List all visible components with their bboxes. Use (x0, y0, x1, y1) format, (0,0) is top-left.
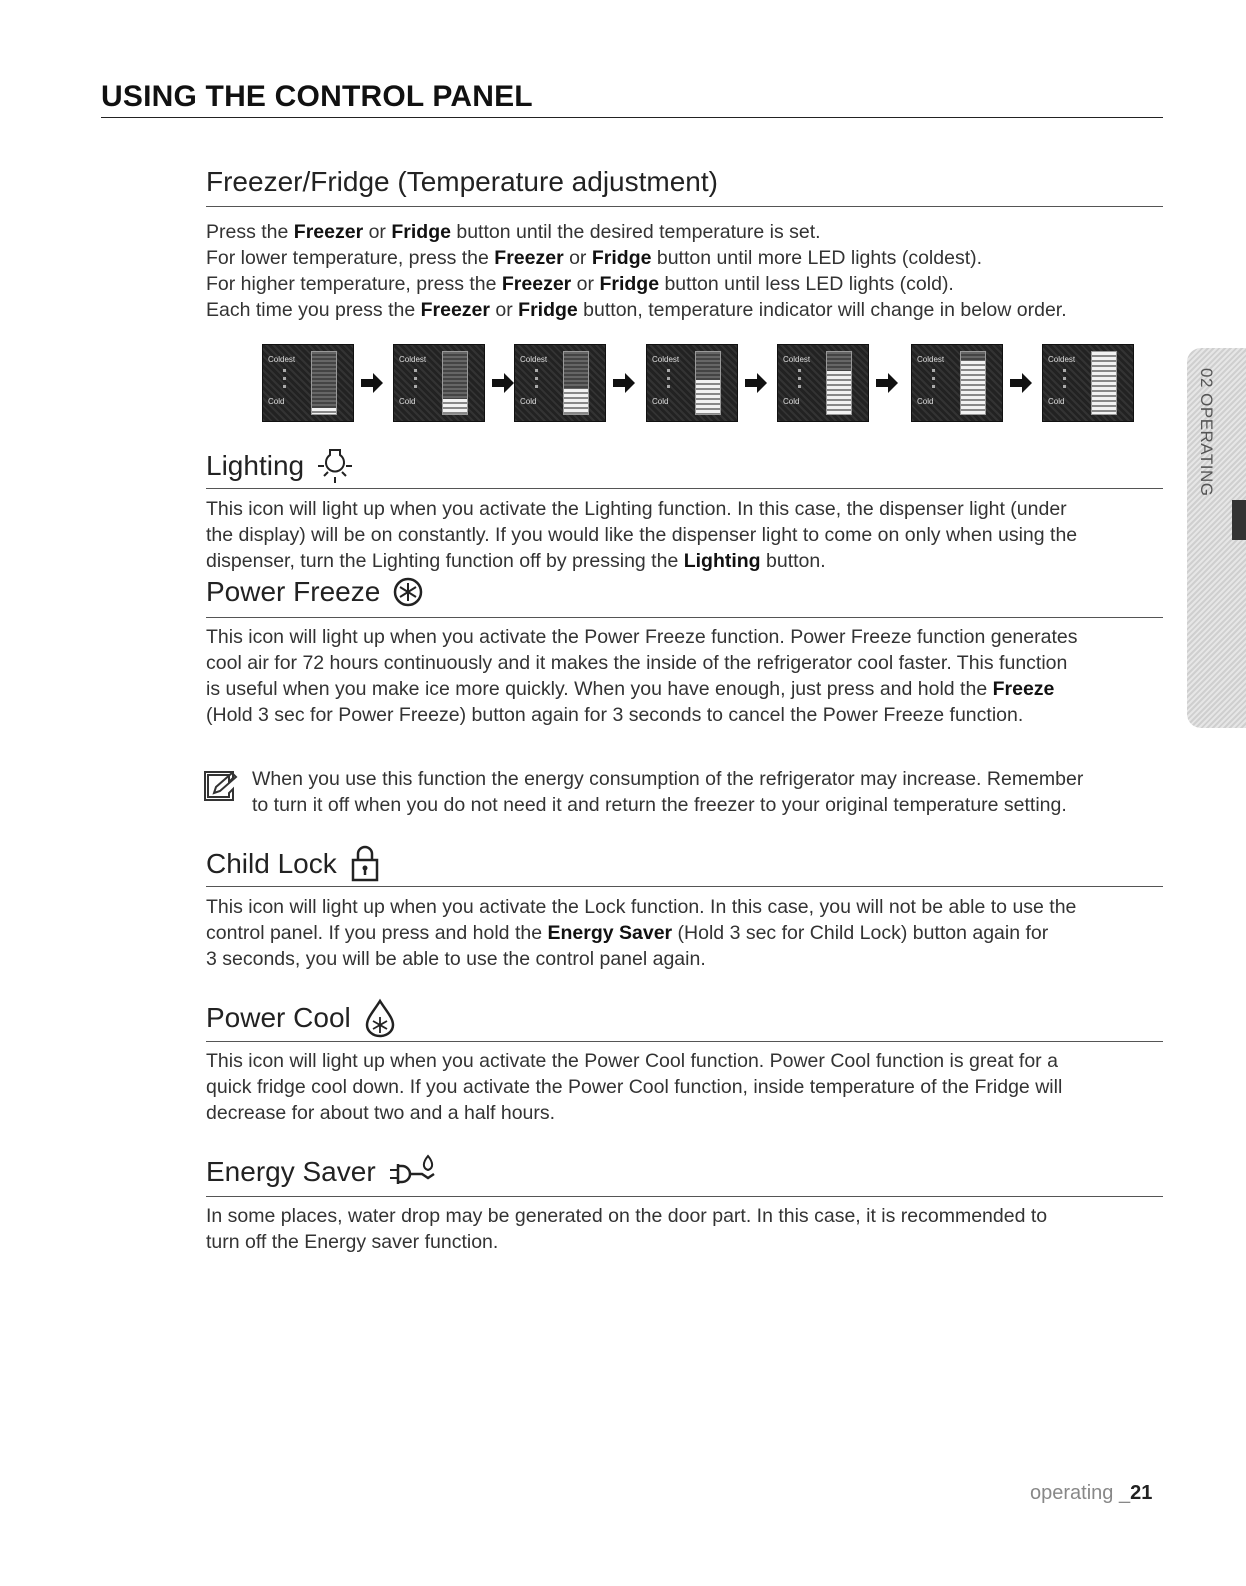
paragraph-line (206, 271, 1164, 297)
snowflake-icon (392, 576, 424, 608)
temperature-level-bar (311, 351, 337, 415)
heading-text: Lighting (206, 450, 305, 481)
bold-term: Freezer (293, 221, 364, 243)
section-heading-power-cool (206, 998, 397, 1038)
heading-text: Power Cool (206, 1002, 351, 1033)
heading-text: Power Freeze (206, 576, 381, 607)
text-run: button. (760, 550, 826, 572)
text-run: In some places, water drop may be generated on the door part. In this case, it is recommended to (206, 1205, 1048, 1227)
text-run: button, temperature indicator will change in below order. (577, 299, 1067, 321)
chapter-tab-marker (1232, 500, 1246, 540)
text-run: Each time you press the (206, 299, 421, 321)
right-arrow-icon (359, 372, 385, 394)
temperature-display-panel (393, 344, 485, 422)
paragraph-line (206, 297, 1164, 323)
bold-term: Freezer (501, 273, 572, 295)
section-divider (206, 1196, 1163, 1197)
text-run: This icon will light up when you activate the Power Freeze function. Power Freeze function generates (206, 626, 1078, 648)
lit-segments (312, 408, 336, 414)
led-dots (1063, 369, 1066, 389)
page-number: 21 (1130, 1482, 1153, 1504)
heading-text: Freezer/Fridge (Temperature adjustment) (206, 166, 718, 197)
led-dots (283, 369, 286, 389)
text-run: cool air for 72 hours continuously and it makes the inside of the refrigerator cool faster. This function (206, 652, 1068, 674)
right-arrow-icon (743, 372, 769, 394)
paragraph-child-lock (206, 894, 1164, 972)
paragraph-power-freeze (206, 624, 1164, 728)
paragraph-line (206, 650, 1164, 676)
lighting-icon (316, 446, 354, 486)
text-run: or (363, 221, 392, 243)
coldest-label: Coldest (783, 355, 811, 364)
text-run: the display) will be on constantly. If you would like the dispenser light to come on only when using the (206, 524, 1078, 546)
heading-text: Energy Saver (206, 1156, 376, 1187)
text-run: This icon will light up when you activate the Lock function. In this case, you will not be able to use the (206, 896, 1077, 918)
lit-segments (961, 361, 985, 414)
temperature-display-sequence (262, 344, 1157, 422)
section-heading-energy-saver (206, 1152, 446, 1192)
temperature-display-panel (514, 344, 606, 422)
cold-label: Cold (520, 397, 537, 406)
section-divider (206, 488, 1163, 489)
lit-segments (564, 389, 588, 414)
bold-term: Fridge (591, 247, 652, 269)
cold-label: Cold (917, 397, 934, 406)
text-run: dispenser, turn the Lighting function off by pressing the (206, 550, 684, 572)
text-run: For lower temperature, press the (206, 247, 495, 269)
note-line: to turn it off when you do not need it and return the freezer to your original temperature setting. (252, 794, 1067, 816)
led-dots (414, 369, 417, 389)
section-divider (206, 617, 1163, 618)
text-run: control panel. If you press and hold the (206, 922, 548, 944)
temperature-display-panel (1042, 344, 1134, 422)
coldest-label: Coldest (917, 355, 945, 364)
text-run: (Hold 3 sec for Child Lock) button again for (672, 922, 1049, 944)
paragraph-line (206, 894, 1164, 920)
paragraph-line (206, 522, 1164, 548)
cold-label: Cold (783, 397, 800, 406)
text-run: or (571, 273, 600, 295)
coldest-label: Coldest (399, 355, 427, 364)
right-arrow-icon (1008, 372, 1034, 394)
led-dots (667, 369, 670, 389)
cold-label: Cold (399, 397, 416, 406)
paragraph-line (206, 219, 1164, 245)
energy-saver-icon (388, 1152, 446, 1192)
chapter-tab-label: 02 OPERATING (1197, 368, 1216, 497)
footer-label: operating _ (1030, 1482, 1131, 1504)
text-run: This icon will light up when you activate the Power Cool function. Power Cool function is great for a (206, 1050, 1058, 1072)
paragraph-line (206, 946, 1164, 972)
paragraph-line (206, 1074, 1164, 1100)
coldest-label: Coldest (652, 355, 680, 364)
section-divider (206, 886, 1163, 887)
paragraph-power-cool (206, 1048, 1164, 1126)
right-arrow-icon (874, 372, 900, 394)
temperature-level-bar (960, 351, 986, 415)
temperature-display-panel (911, 344, 1003, 422)
text-run: turn off the Energy saver function. (206, 1231, 499, 1253)
paragraph-temperature (206, 219, 1164, 323)
text-run: For higher temperature, press the (206, 273, 502, 295)
power-freeze-note (252, 766, 1167, 818)
temperature-level-bar (1091, 351, 1117, 415)
temperature-level-bar (563, 351, 589, 415)
coldest-label: Coldest (520, 355, 548, 364)
cold-label: Cold (268, 397, 285, 406)
page-footer (1030, 1482, 1152, 1505)
section-divider (206, 206, 1163, 207)
led-dots (535, 369, 538, 389)
led-dots (932, 369, 935, 389)
lit-segments (696, 380, 720, 414)
paragraph-line (206, 676, 1164, 702)
bold-term: Energy Saver (547, 922, 673, 944)
bold-term: Lighting (683, 550, 761, 572)
right-arrow-icon (611, 372, 637, 394)
right-arrow-icon (490, 372, 516, 394)
bold-term: Freezer (494, 247, 564, 269)
coldest-label: Coldest (268, 355, 296, 364)
bold-term: Freeze (992, 678, 1055, 700)
paragraph-lighting (206, 496, 1164, 574)
paragraph-line (206, 496, 1164, 522)
led-dots (798, 369, 801, 389)
text-run: decrease for about two and a half hours. (206, 1102, 556, 1124)
bold-term: Fridge (599, 273, 660, 295)
temperature-level-bar (695, 351, 721, 415)
paragraph-line (206, 624, 1164, 650)
section-divider (206, 1041, 1163, 1042)
temperature-level-bar (826, 351, 852, 415)
bold-term: Fridge (518, 299, 578, 321)
text-run: quick fridge cool down. If you activate the Power Cool function, inside temperature of the Fridge will (206, 1076, 1063, 1098)
temperature-display-panel (777, 344, 869, 422)
text-run: is useful when you make ice more quickly. When you have enough, just press and hold the (206, 678, 993, 700)
text-run: button until the desired temperature is set. (450, 221, 821, 243)
paragraph-line (206, 1048, 1164, 1074)
note-line: When you use this function the energy consumption of the refrigerator may increase. Remember (252, 768, 1084, 790)
paragraph-line (206, 920, 1164, 946)
text-run: button until more LED lights (coldest). (651, 247, 983, 269)
title-divider (101, 117, 1163, 118)
lit-segments (1092, 352, 1116, 414)
lit-segments (443, 399, 467, 415)
text-run: (Hold 3 sec for Power Freeze) button again for 3 seconds to cancel the Power Freeze function. (206, 704, 1024, 726)
lit-segments (827, 371, 851, 414)
paragraph-line (206, 548, 1164, 574)
section-heading-lighting (206, 446, 354, 486)
section-heading-temperature (206, 166, 718, 198)
paragraph-line (206, 1203, 1164, 1229)
coldest-label: Coldest (1048, 355, 1076, 364)
temperature-level-bar (442, 351, 468, 415)
paragraph-line (206, 245, 1164, 271)
power-cool-icon (363, 998, 397, 1038)
cold-label: Cold (1048, 397, 1065, 406)
section-heading-child-lock (206, 844, 381, 884)
text-run: or (563, 247, 592, 269)
section-heading-power-freeze (206, 576, 424, 608)
note-icon (202, 769, 242, 803)
cold-label: Cold (652, 397, 669, 406)
bold-term: Fridge (391, 221, 451, 243)
text-run: button until less LED lights (cold). (659, 273, 954, 295)
lock-icon (349, 844, 381, 884)
paragraph-energy-saver (206, 1203, 1164, 1255)
text-run: or (489, 299, 519, 321)
paragraph-line (206, 1229, 1164, 1255)
text-run: Press the (206, 221, 294, 243)
temperature-display-panel (646, 344, 738, 422)
text-run: This icon will light up when you activate the Lighting function. In this case, the dispenser light (under (206, 498, 1067, 520)
temperature-display-panel (262, 344, 354, 422)
bold-term: Freezer (420, 299, 490, 321)
paragraph-line (206, 702, 1164, 728)
heading-text: Child Lock (206, 848, 337, 879)
page-title: USING THE CONTROL PANEL (101, 80, 533, 113)
paragraph-line (206, 1100, 1164, 1126)
text-run: 3 seconds, you will be able to use the control panel again. (206, 948, 706, 970)
